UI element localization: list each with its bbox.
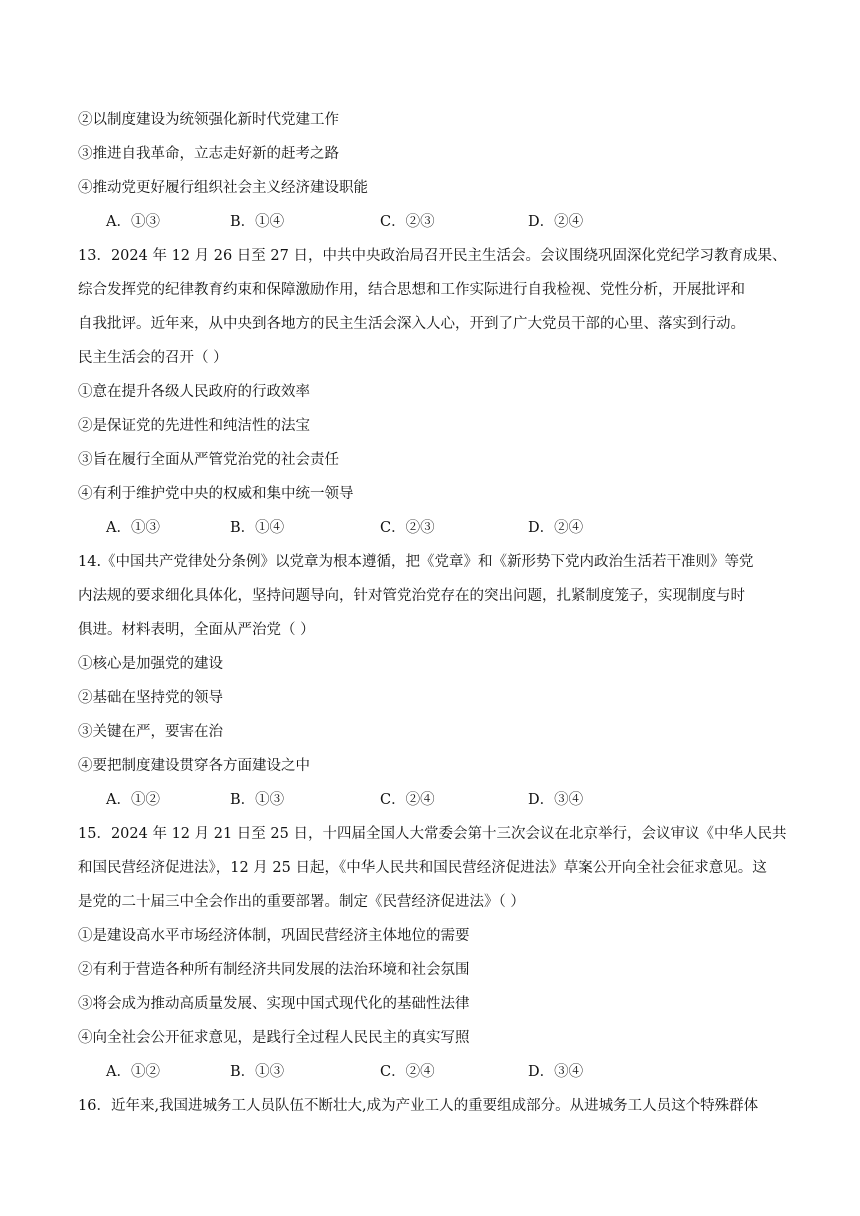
q15-item-4: ④向全社会公开征求意见，是践行全过程人民民主的真实写照	[78, 1030, 470, 1046]
q15-stem-line: 15．2024 年 12 月 21 日至 25 日，十四届全国人大常委会第十三次会议在北京举行，会议审议《中华人民共	[78, 826, 787, 842]
q15-option-c: C．②④	[380, 1064, 435, 1080]
q15-stem-line: 和国民营经济促进法》，12 月 25 日起，《中华人民共和国民营经济促进法》草案公开向全社会征求意见。这	[78, 860, 767, 876]
q13-stem-line: 13．2024 年 12 月 26 日至 27 日，中共中央政治局召开民主生活会。会议围绕巩固深化党纪学习教育成果、	[78, 248, 787, 264]
q14-item-1: ①核心是加强党的建设	[78, 656, 223, 672]
q14-item-4: ④要把制度建设贯穿各方面建设之中	[78, 758, 310, 774]
q12-option-b: B．①④	[230, 214, 285, 230]
q14-stem-line: 内法规的要求细化具体化，坚持问题导向，针对管党治党存在的突出问题，扎紧制度笼子，实现制度与时	[78, 588, 745, 604]
q13-item-1: ①意在提升各级人民政府的行政效率	[78, 384, 310, 400]
q16-stem-line: 16．近年来,我国进城务工人员队伍不断壮大,成为产业工人的重要组成部分。从进城务工人员这个特殊群体	[78, 1098, 759, 1114]
q13-option-c: C．②③	[380, 520, 435, 536]
q13-item-4: ④有利于维护党中央的权威和集中统一领导	[78, 486, 354, 502]
q14-item-2: ②基础在坚持党的领导	[78, 690, 223, 706]
q13-option-d: D．②④	[528, 520, 584, 536]
q13-stem-line: 民主生活会的召开（ ）	[78, 350, 228, 366]
q13-item-3: ③旨在履行全面从严管党治党的社会责任	[78, 452, 339, 468]
q14-item-3: ③关键在严，要害在治	[78, 724, 223, 740]
q14-option-d: D．③④	[528, 792, 584, 808]
q12-item-4: ④推动党更好履行组织社会主义经济建设职能	[78, 180, 368, 196]
q14-option-b: B．①③	[230, 792, 285, 808]
q15-option-a: A．①②	[106, 1064, 160, 1080]
q14-option-c: C．②④	[380, 792, 435, 808]
q14-options	[106, 790, 806, 810]
q12-item-2: ②以制度建设为统领强化新时代党建工作	[78, 112, 339, 128]
q14-stem-line: 14.《中国共产党律处分条例》以党章为根本遵循，把《党章》和《新形势下党内政治生活若干准则》等党	[78, 554, 754, 570]
q15-item-1: ①是建设高水平市场经济体制，巩固民营经济主体地位的需要	[78, 928, 470, 944]
q13-item-2: ②是保证党的先进性和纯洁性的法宝	[78, 418, 310, 434]
q14-stem-line: 俱进。材料表明，全面从严治党（ ）	[78, 622, 315, 638]
q14-option-a: A．①②	[106, 792, 160, 808]
q15-options	[106, 1062, 806, 1082]
q13-option-a: A．①③	[106, 520, 160, 536]
q13-options	[106, 518, 806, 538]
q15-item-2: ②有利于营造各种所有制经济共同发展的法治环境和社会氛围	[78, 962, 470, 978]
q15-option-d: D．③④	[528, 1064, 584, 1080]
q15-option-b: B．①③	[230, 1064, 285, 1080]
q15-stem-line: 是党的二十届三中全会作出的重要部署。制定《民营经济促进法》（ ）	[78, 894, 525, 910]
q13-option-b: B．①④	[230, 520, 285, 536]
q12-options	[106, 212, 806, 232]
q15-item-3: ③将会成为推动高质量发展、实现中国式现代化的基础性法律	[78, 996, 470, 1012]
q12-item-3: ③推进自我革命，立志走好新的赶考之路	[78, 146, 339, 162]
q12-option-c: C．②③	[380, 214, 435, 230]
q13-stem-line: 自我批评。近年来，从中央到各地方的民主生活会深入人心，开到了广大党员干部的心里、落实到行动。	[78, 316, 745, 332]
q12-option-a: A．①③	[106, 214, 160, 230]
q12-option-d: D．②④	[528, 214, 584, 230]
q13-stem-line: 综合发挥党的纪律教育约束和保障激励作用，结合思想和工作实际进行自我检视、党性分析，开展批评和	[78, 282, 745, 298]
